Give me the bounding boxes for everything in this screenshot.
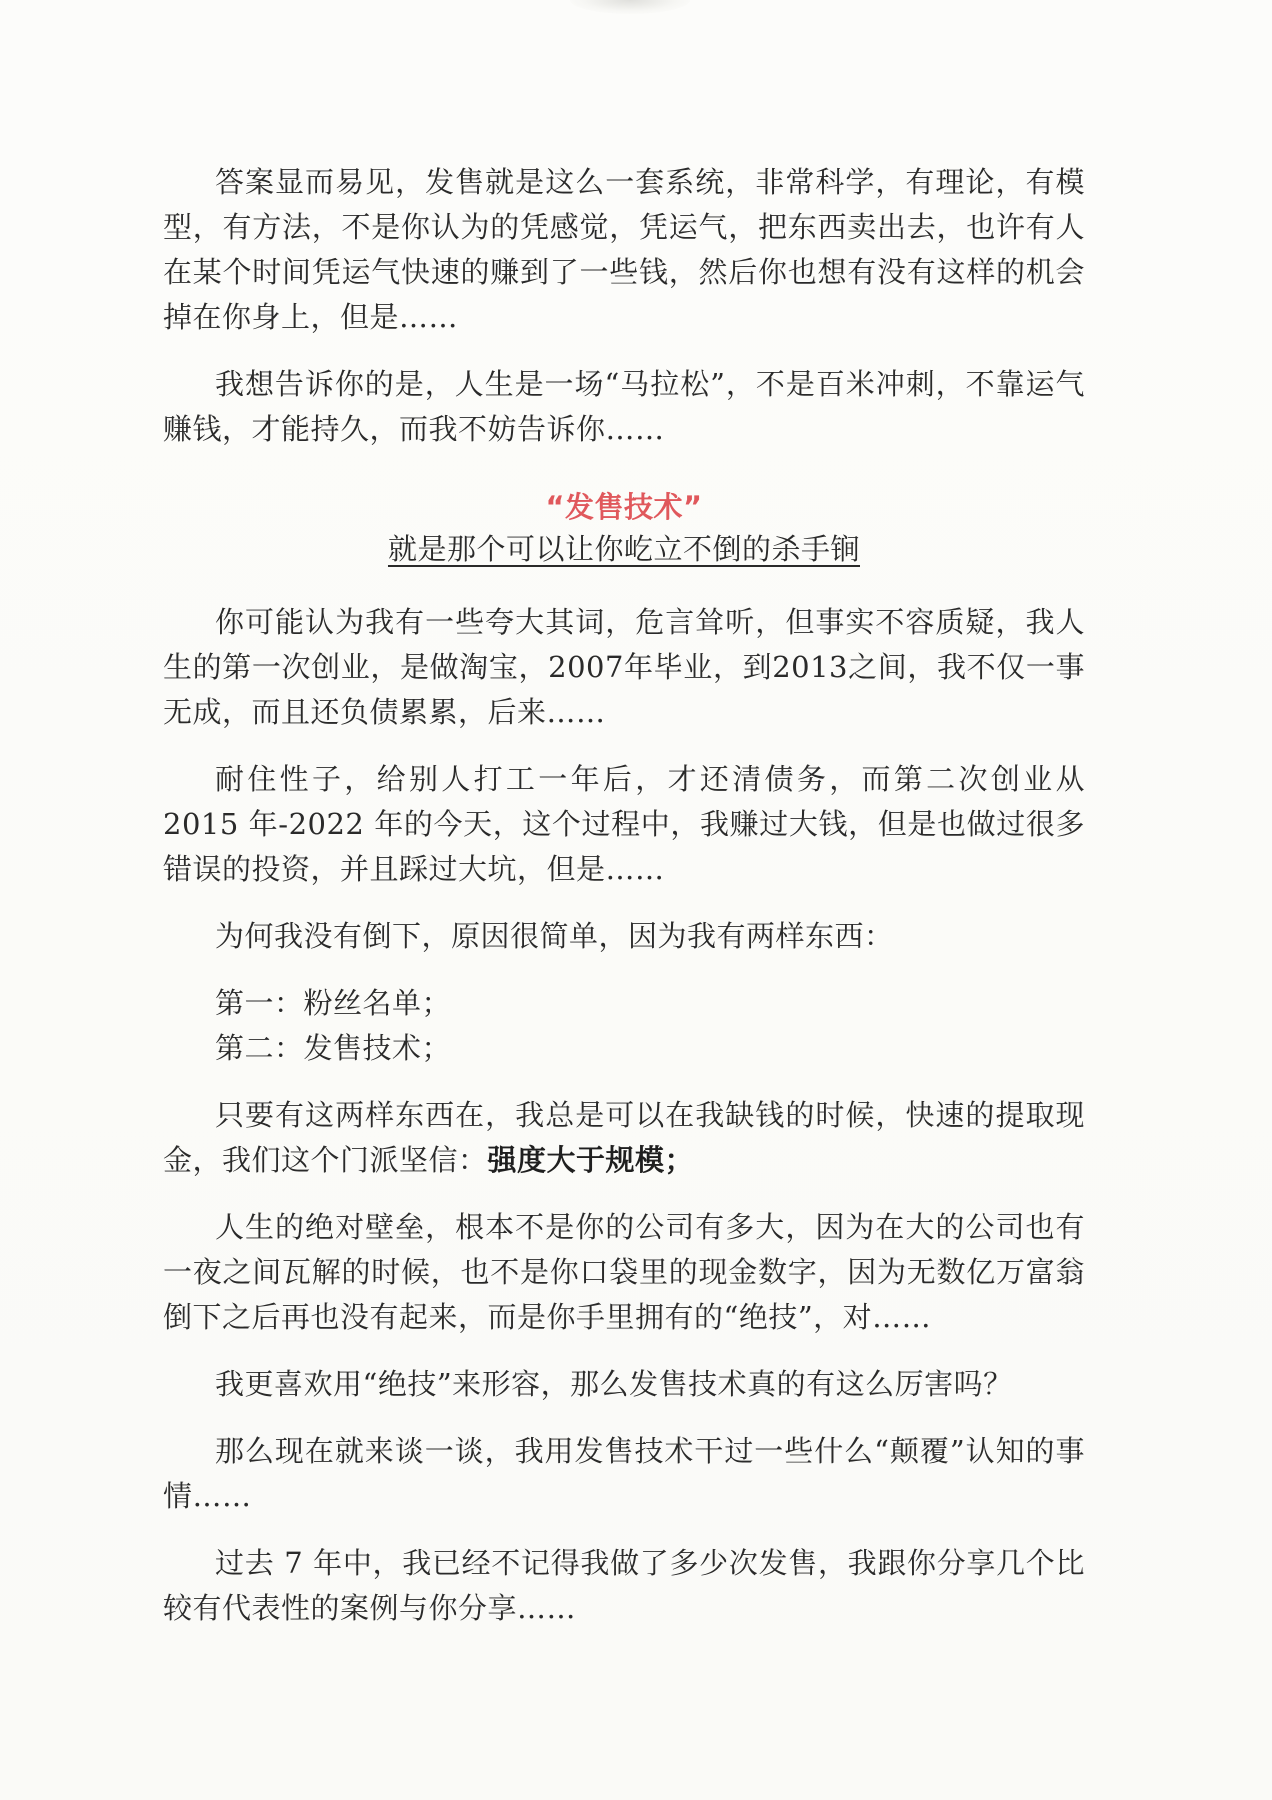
paragraph-why-not-fall: 为何我没有倒下，原因很简单，因为我有两样东西： bbox=[215, 919, 894, 953]
heading-title: “发售技术” bbox=[545, 490, 703, 524]
two-things-list bbox=[163, 981, 1085, 1071]
paragraph-strength bbox=[163, 1093, 1085, 1183]
paragraph-answer: 答案显而易见，发售就是这么一套系统，非常科学，有理论，有模型，有方法，不是你认为的凭感觉，凭运气，把东西卖出去，也许有人在某个时间凭运气快速的赚到了一些钱，然后你也想有没有这样的机会掉在你身上，但是…… bbox=[163, 165, 1085, 334]
paragraph-marathon: 我想告诉你的是，人生是一场“马拉松”，不是百米冲刺，不靠运气赚钱，才能持久，而我不妨告诉你…… bbox=[163, 367, 1085, 446]
paragraph-first-venture: 你可能认为我有一些夸大其词，危言耸听，但事实不容质疑，我人生的第一次创业，是做淘宝，2007年毕业，到2013之间，我不仅一事无成，而且还负债累累，后来…… bbox=[163, 605, 1085, 729]
paragraph-strength-text: 只要有这两样东西在，我总是可以在我缺钱的时候，快速的提取现金，我们这个门派坚信： bbox=[163, 1098, 1085, 1177]
paragraph-second-venture: 耐住性子，给别人打工一年后，才还清债务，而第二次创业从2015 年-2022 年的今天，这个过程中，我赚过大钱，但是也做过很多错误的投资，并且踩过大坑，但是…… bbox=[163, 762, 1085, 886]
list-item: 第二：发售技术； bbox=[215, 1031, 452, 1065]
heading-subtitle: 就是那个可以让你屹立不倒的杀手锏 bbox=[387, 532, 860, 566]
scan-artifact bbox=[570, 0, 690, 14]
paragraph-past-years: 过去 7 年中，我已经不记得我做了多少次发售，我跟你分享几个比较有代表性的案例与你分享…… bbox=[163, 1546, 1085, 1625]
paragraph-barrier: 人生的绝对壁垒，根本不是你的公司有多大，因为在大的公司也有一夜之间瓦解的时候，也不是你口袋里的现金数字，因为无数亿万富翁倒下之后再也没有起来，而是你手里拥有的“绝技”，对…… bbox=[163, 1210, 1085, 1334]
paragraph-discuss: 那么现在就来谈一谈，我用发售技术干过一些什么“颠覆”认知的事情…… bbox=[163, 1434, 1085, 1513]
section-heading bbox=[163, 486, 1085, 570]
paragraph-prefer-term: 我更喜欢用“绝技”来形容，那么发售技术真的有这么厉害吗？ bbox=[215, 1367, 1013, 1401]
document-body bbox=[163, 160, 1085, 1653]
list-item: 第一：粉丝名单； bbox=[215, 986, 452, 1020]
bold-motto: 强度大于规模； bbox=[487, 1143, 695, 1177]
